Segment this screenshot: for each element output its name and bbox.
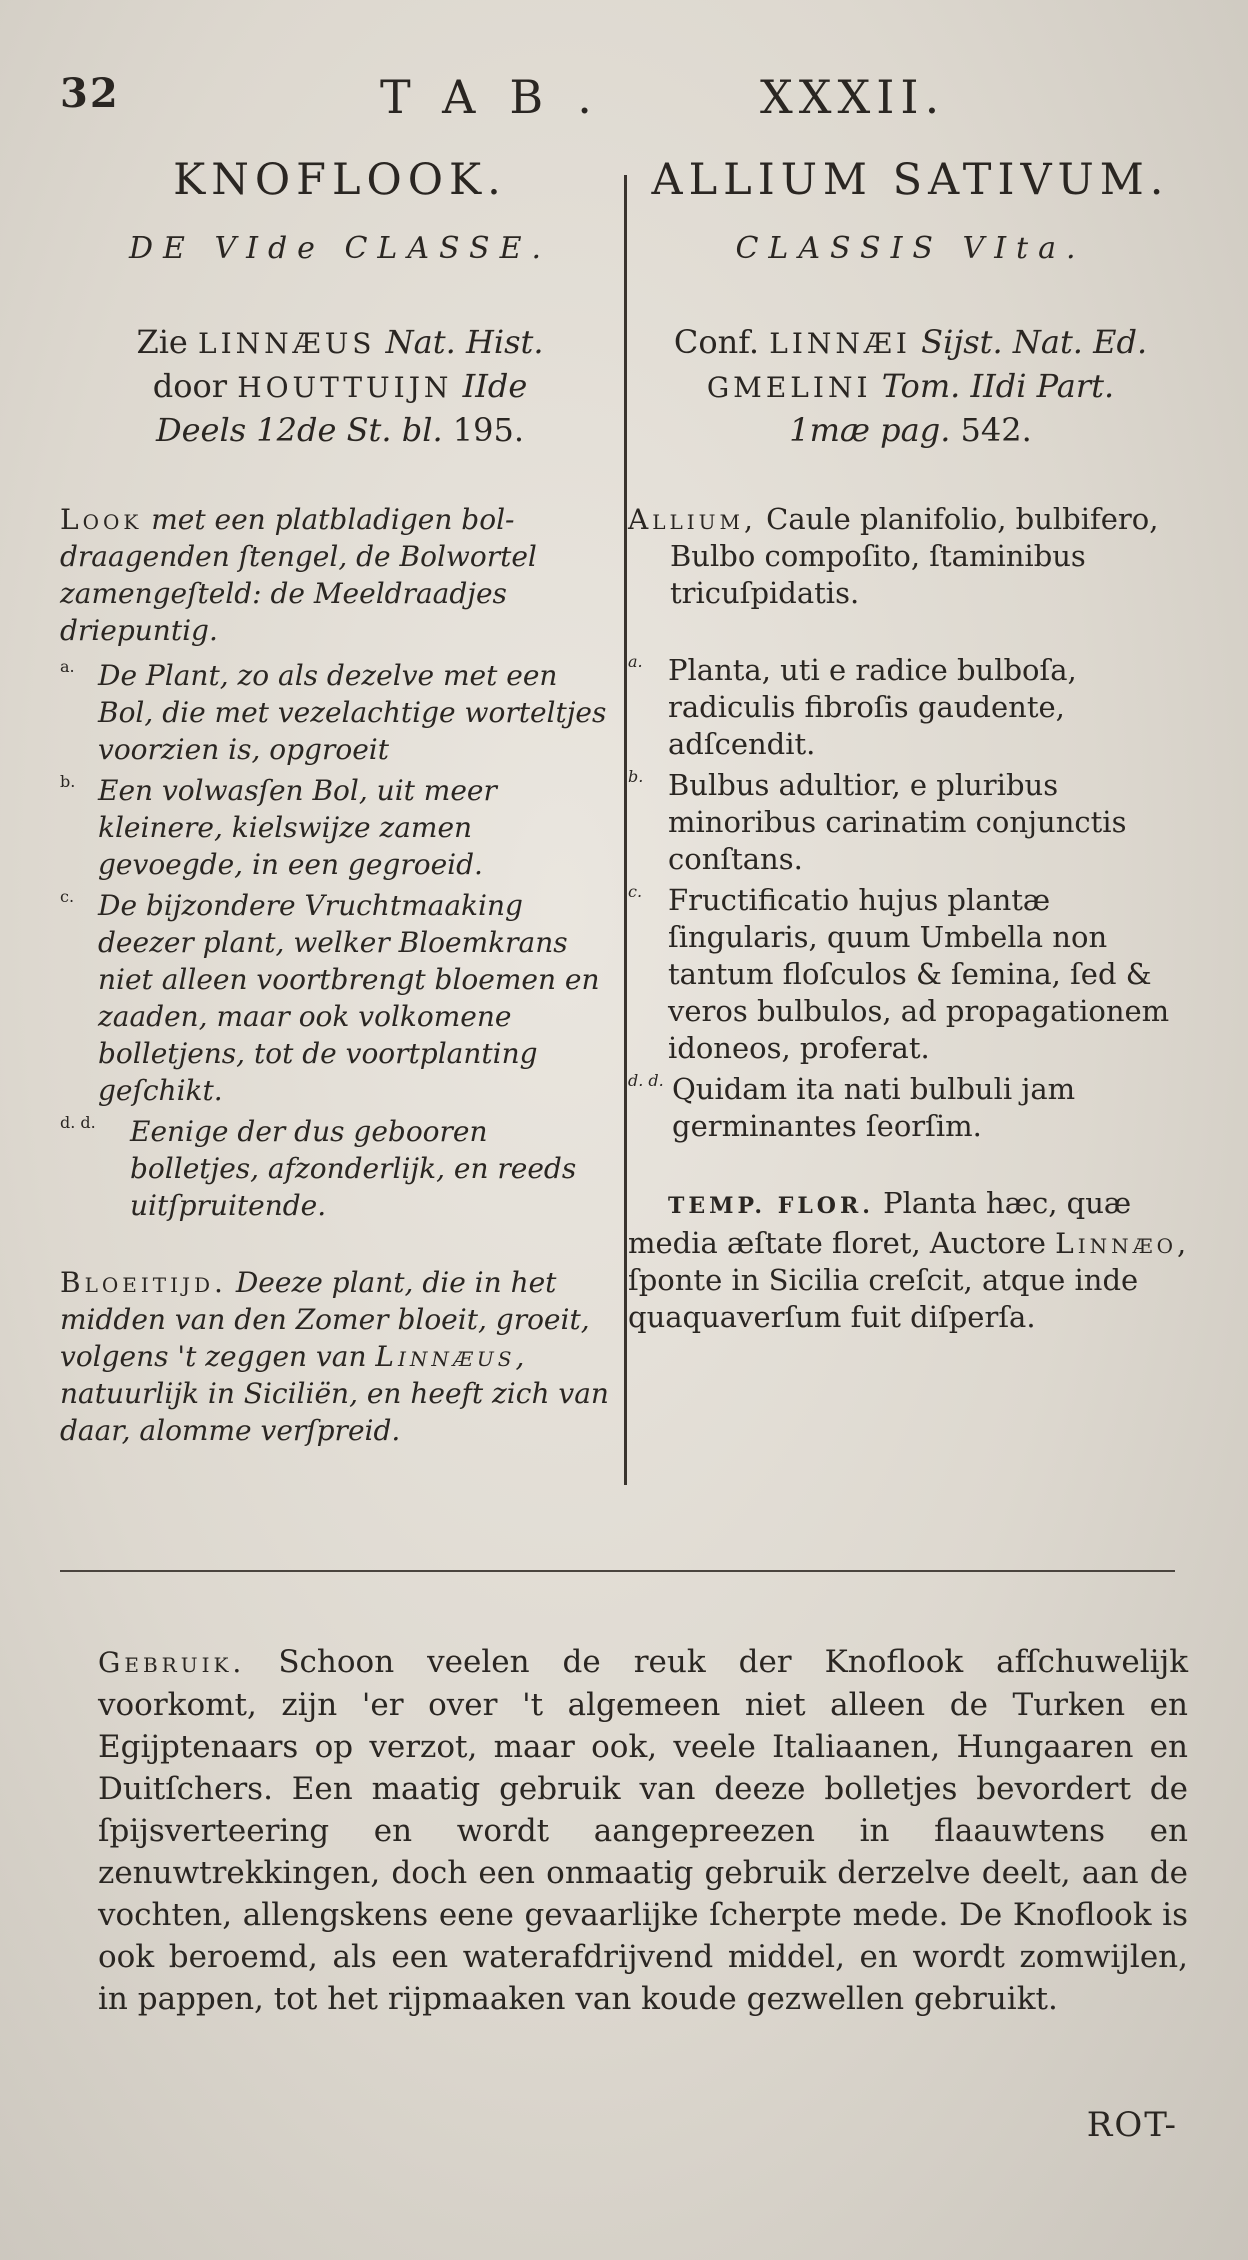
list-item: a. Planta, uti e radice bulboſa, radiculis fibroſis gaudente, adſcendit. [628,652,1077,761]
list-item: a. De Plant, zo als dezelve met een Bol, die met vezelachtige worteltjes voorzien is, opgroeit [60,657,607,766]
running-header [60,70,1190,130]
dutch-description: Look met een platbladigen bol-draagenden ſtengel, de Bolwortel zamengeſteld: de Meeldraadjes driepuntig. [60,503,537,647]
dutch-item-list [60,657,620,1224]
page-number: 32 [60,70,120,117]
dutch-reference: Zie LINNÆUS Nat. Hist. door HOUTTUIJN IIde Deels 12de St. bl. 195. [136,323,544,449]
latin-class: CLASSIS VIta. [735,231,1086,266]
dutch-class: DE VIde CLASSE. [128,231,552,266]
latin-description: Allium, Caule planifolio, bulbifero, Bulbo compoſito, ſtaminibus tricuſpidatis. [628,502,1159,610]
tab-label: TAB. [380,70,626,124]
dutch-column [60,155,620,1449]
latin-title: ALLIUM SATIVUM. [651,155,1170,205]
list-item: d. d. Quidam ita nati bulbuli jam germinantes ſeorſim. [628,1071,1076,1143]
list-item: c. Fructificatio hujus plantæ ſingularis, quum Umbella non tantum floſculos & ſemina, ſed & veros bulbulos, ad propagationem idoneos, proferat. [628,882,1170,1065]
list-item: c. De bijzondere Vruchtmaaking deezer plant, welker Bloemkrans niet alleen voortbrengt bloemen en zaaden, maar ook volkomene bolletjens, tot de voortplanting geſchikt. [60,887,600,1107]
plate-number: XXXII. [760,70,946,124]
list-item: b. Bulbus adultior, e pluribus minoribus carinatim conjunctis conſtans. [628,767,1127,876]
dutch-flowering-time: Bloeitijd. Deeze plant, die in het midden van den Zomer bloeit, groeit, volgens 't zeggen van Linnæus, natuurlijk in Siciliën, en heeft zich van daar, alomme verſpreid. [60,1266,609,1447]
latin-flowering-time: TEMP. FLOR. Planta hæc, quæ media æſtate floret, Auctore Linnæo, ſponte in Sicilia creſcit, atque inde quaquaverſum fuit diſperſa. [628,1186,1187,1334]
latin-reference: Conf. LINNÆI Sijst. Nat. Ed. GMELINI Tom. IIdi Part. 1mæ pag. 542. [673,323,1148,449]
list-item: d. d. Eenige der dus gebooren bolletjes, afzonderlijk, en reeds uitſpruitende. [60,1113,577,1222]
catchword: ROT- [1086,2105,1178,2145]
latin-item-list [628,652,1193,1145]
dutch-title: KNOFLOOK. [173,155,507,205]
latin-column [628,155,1193,1336]
section-divider [60,1570,1175,1572]
usage-paragraph: Gebruik. Schoon veelen de reuk der Knoflook afſchuwelijk voorkomt, zijn 'er over 't algemeen niet alleen de Turken en Egijptenaars op verzot, maar ook, veele Italiaanen, Hungaaren en Duitſchers. Een maatig gebruik van deeze bolletjes bevordert de ſpijsverteering en wordt aangepreezen in flaauwtens en zenuwtrekkingen, doch een onmaatig gebruik derzelve deelt, aan de vochten, allengskens eene gevaarlijke ſcherpte mede. De Knoflook is ook beroemd, als een waterafdrijvend middel, en wordt zomwijlen, in pappen, tot het rijpmaaken van koude gezwellen gebruikt. [98,1644,1188,2017]
list-item: b. Een volwasſen Bol, uit meer kleinere, kielswijze zamen gevoegde, in een gegroeid. [60,772,497,881]
column-divider [624,175,627,1485]
